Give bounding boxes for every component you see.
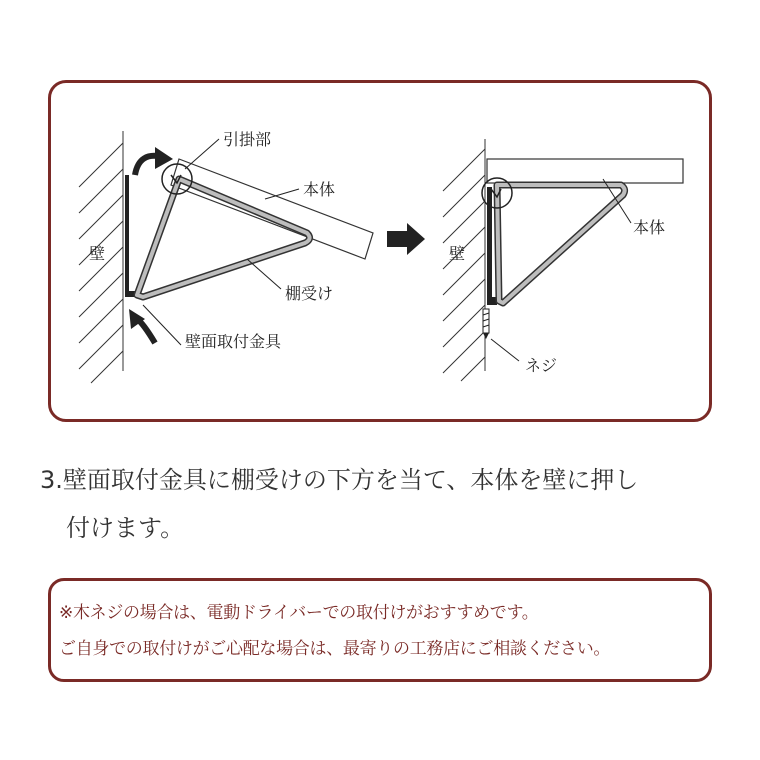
- hook-label: 引掛部: [223, 130, 272, 149]
- diagram-panel: [48, 80, 712, 422]
- note-line-1: ※木ネジの場合は、電動ドライバーでの取付けがおすすめです。: [59, 603, 539, 623]
- wall-label-right: 壁: [449, 244, 466, 263]
- note-panel: [48, 578, 712, 682]
- body-label-left: 本体: [303, 180, 336, 199]
- wall-label-left: 壁: [89, 244, 106, 263]
- screw-label: ネジ: [525, 356, 558, 375]
- shelf-bracket-right: [497, 185, 625, 303]
- right-illustration: [443, 139, 683, 381]
- body-label-right: 本体: [633, 218, 666, 237]
- installation-diagram: [51, 83, 709, 419]
- bracket-label: 棚受け: [285, 284, 334, 303]
- instruction-text: [40, 456, 720, 552]
- note-line-2: ご自身での取付けがご心配な場合は、最寄りの工務店にご相談ください。: [59, 639, 611, 659]
- screw-icon: [483, 309, 489, 339]
- shelf-board-left: [171, 159, 373, 259]
- mount-label: 壁面取付金具: [185, 332, 282, 351]
- shelf-board-right: [487, 159, 683, 183]
- left-illustration: [79, 130, 373, 383]
- instruction-line-1: 壁面取付金具に棚受けの下方を当て、本体を壁に押し: [62, 466, 639, 494]
- next-step-arrow-icon: [387, 223, 425, 255]
- wall-mount-plate-left: [125, 175, 135, 297]
- step-number: 3.: [40, 466, 63, 494]
- instruction-line-2: 付けます。: [66, 514, 185, 542]
